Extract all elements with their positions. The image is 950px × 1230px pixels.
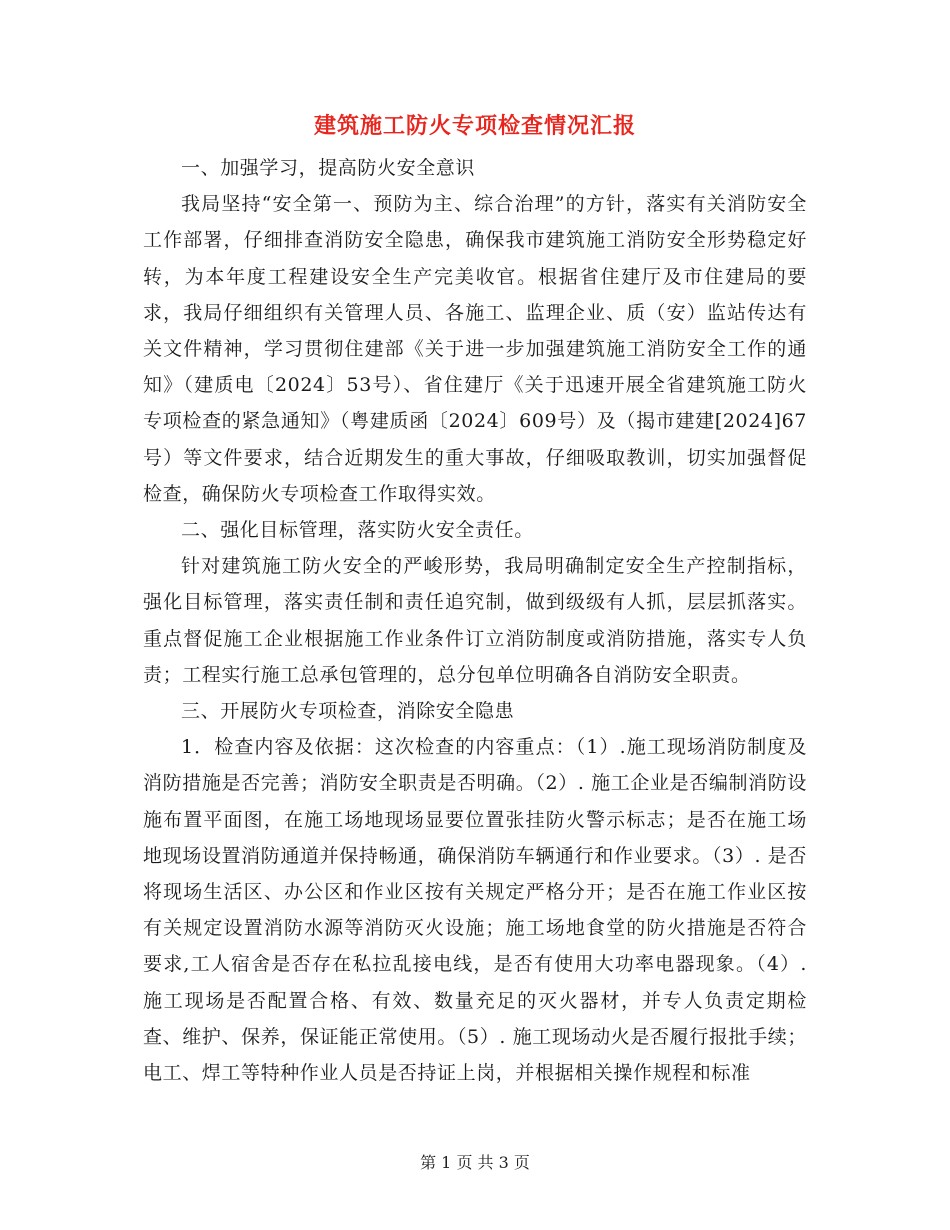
section-heading-2: 二、强化目标管理，落实防火安全责任。 xyxy=(181,519,534,542)
document-title: 建筑施工防火专项检查情况汇报 xyxy=(313,113,636,139)
body-paragraph-3: 1．检查内容及依据：这次检查的内容重点：（1）.施工现场消防制度及消防措施是否完善；消防安全职责是否明确。（2）. 施工企业是否编制消防设施布置平面图，在施工场地现场显要位置张挂防火警示标志；是否在施工场地现场设置消防通道并保持畅通，确保消防车辆通行和作业要求。（3）. 是否将现场生活区、办公区和作业区按有关规定严格分开；是否在施工作业区按有关规定设置消防水源等消防灭火设施；施工场地食堂的防火措施是否符合要求,工人宿舍是否存在私拉乱接电线，是否有使用大功率电器现象。（4）. 施工现场是否配置合格、有效、数量充足的灭火器材，并专人负责定期检查、维护、保养，保证能正常使用。（5）. 施工现场动火是否履行报批手续；电工、焊工等特种作业人员是否持证上岗，并根据相关操作规程和标准 xyxy=(143,736,807,1085)
section-heading-3: 三、开展防火专项检查，消除安全隐患 xyxy=(181,700,515,723)
page-number-footer: 第 1 页 共 3 页 xyxy=(420,1153,530,1172)
body-paragraph-2: 针对建筑施工防火安全的严峻形势，我局明确制定安全生产控制指标，强化目标管理，落实责任制和责任追究制，做到级级有人抓，层层抓落实。重点督促施工企业根据施工作业条件订立消防制度或消防措施，落实专人负责；工程实行施工总承包管理的，总分包单位明确各自消防安全职责。 xyxy=(143,555,807,686)
document-body xyxy=(143,150,807,1091)
section-heading-1: 一、加强学习，提高防火安全意识 xyxy=(181,157,476,179)
body-paragraph-1: 我局坚持“安全第一、预防为主、综合治理”的方针，落实有关消防安全工作部署，仔细排查消防安全隐患，确保我市建筑施工消防安全形势稳定好转，为本年度工程建设安全生产完美收官。根据省住建厅及市住建局的要求，我局仔细组织有关管理人员、各施工、监理企业、质（安）监站传达有关文件精神，学习贯彻住建部《关于进一步加强建筑施工消防安全工作的通知》（建质电〔2024〕53号）、省住建厅《关于迅速开展全省建筑施工防火专项检查的紧急通知》（粤建质函〔2024〕609号）及（揭市建建[2024]67号）等文件要求，结合近期发生的重大事故，仔细吸取教训，切实加强督促检查，确保防火专项检查工作取得实效。 xyxy=(143,193,807,505)
